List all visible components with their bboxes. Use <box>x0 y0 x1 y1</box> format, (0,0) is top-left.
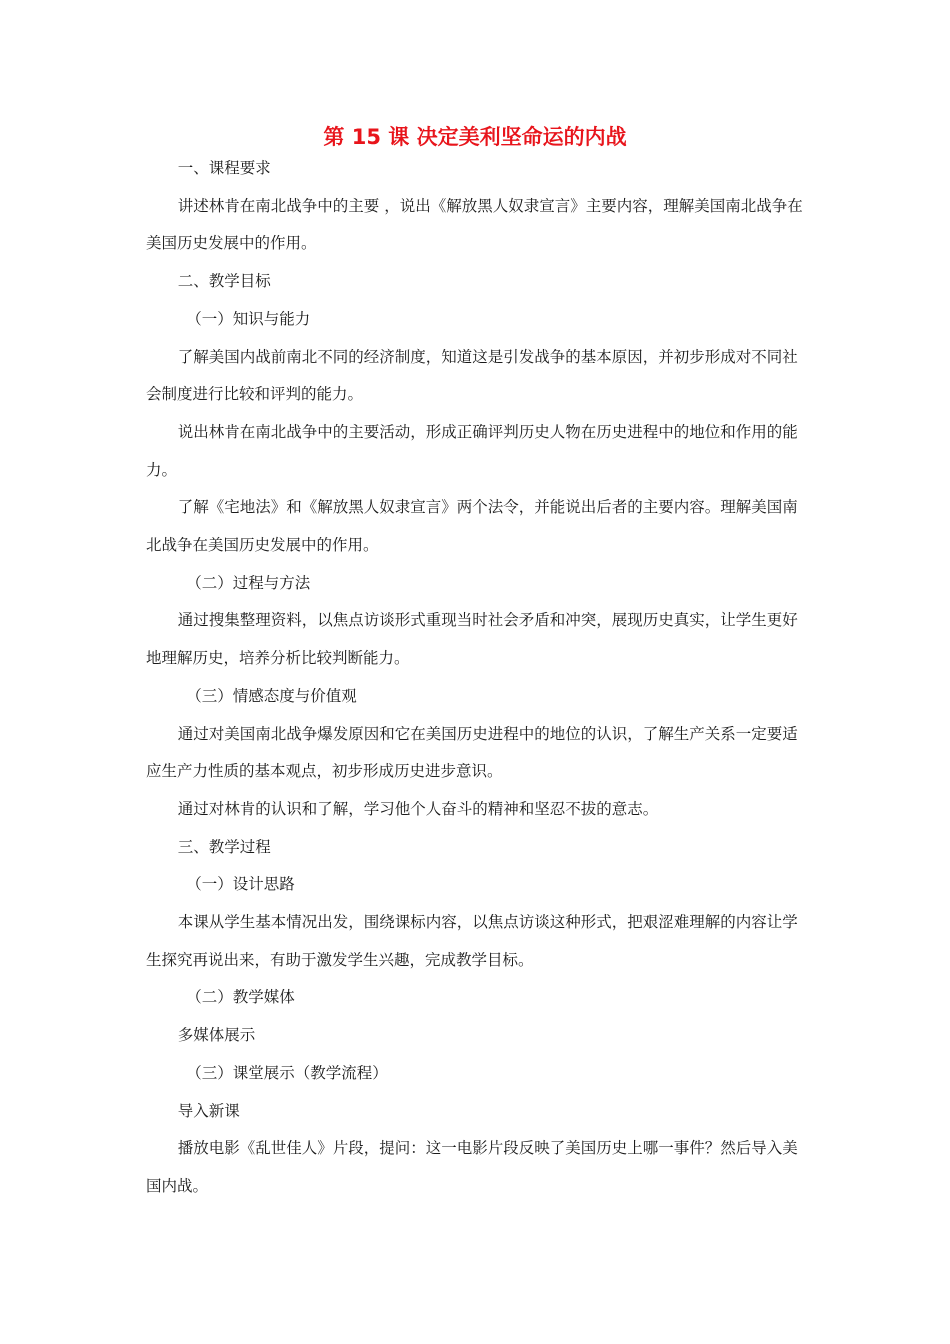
paragraph: 讲述林肯在南北战争中的主要 ，说出《解放黑人奴隶宣言》主要内容，理解美国南北战争在美国历史发展中的作用。 <box>146 196 803 253</box>
paragraph: 通过对林肯的认识和了解，学习他个人奋斗的精神和坚忍不拔的意志。 <box>177 799 659 818</box>
document-title: 第 15 课 决定美利坚命运的内战 <box>323 125 627 149</box>
section-heading-requirements: 一、课程要求 <box>177 159 271 177</box>
subsection-heading: （二）过程与方法 <box>186 573 311 592</box>
paragraph: 播放电影《乱世佳人》片段，提问：这一电影片段反映了美国历史上哪一事件？然后导入美国内战。 <box>146 1139 798 1195</box>
subsection-heading: （一）知识与能力 <box>186 309 311 328</box>
subsection-heading: （三）情感态度与价值观 <box>186 686 357 705</box>
section-heading-objectives: 二、教学目标 <box>177 272 271 291</box>
paragraph: 本课从学生基本情况出发，围绕课标内容，以焦点访谈这种形式，把艰涩难理解的内容让学生探究再说出来，有助于激发学生兴趣，完成教学目标。 <box>146 913 798 969</box>
paragraph: 了解美国内战前南北不同的经济制度，知道这是引发战争的基本原因，并初步形成对不同社会制度进行比较和评判的能力。 <box>146 347 798 404</box>
paragraph: 导入新课 <box>177 1101 240 1120</box>
paragraph: 通过搜集整理资料，以焦点访谈形式重现当时社会矛盾和冲突，展现历史真实，让学生更好地理解历史，培养分析比较判断能力。 <box>146 611 798 668</box>
paragraph: 通过对美国南北战争爆发原因和它在美国历史进程中的地位的认识，了解生产关系一定要适应生产力性质的基本观点，初步形成历史进步意识。 <box>146 724 798 781</box>
document-body <box>146 150 806 1206</box>
subsection-heading: （三）课堂展示（教学流程） <box>186 1063 388 1082</box>
subsection-heading: （一）设计思路 <box>186 875 295 894</box>
subsection-heading: （二）教学媒体 <box>186 988 295 1007</box>
paragraph: 说出林肯在南北战争中的主要活动，形成正确评判历史人物在历史进程中的地位和作用的能力。 <box>146 422 798 479</box>
section-heading-process: 三、教学过程 <box>177 837 271 856</box>
paragraph: 了解《宅地法》和《解放黑人奴隶宣言》两个法令，并能说出后者的主要内容。理解美国南北战争在美国历史发展中的作用。 <box>146 498 798 555</box>
paragraph: 多媒体展示 <box>177 1026 256 1045</box>
